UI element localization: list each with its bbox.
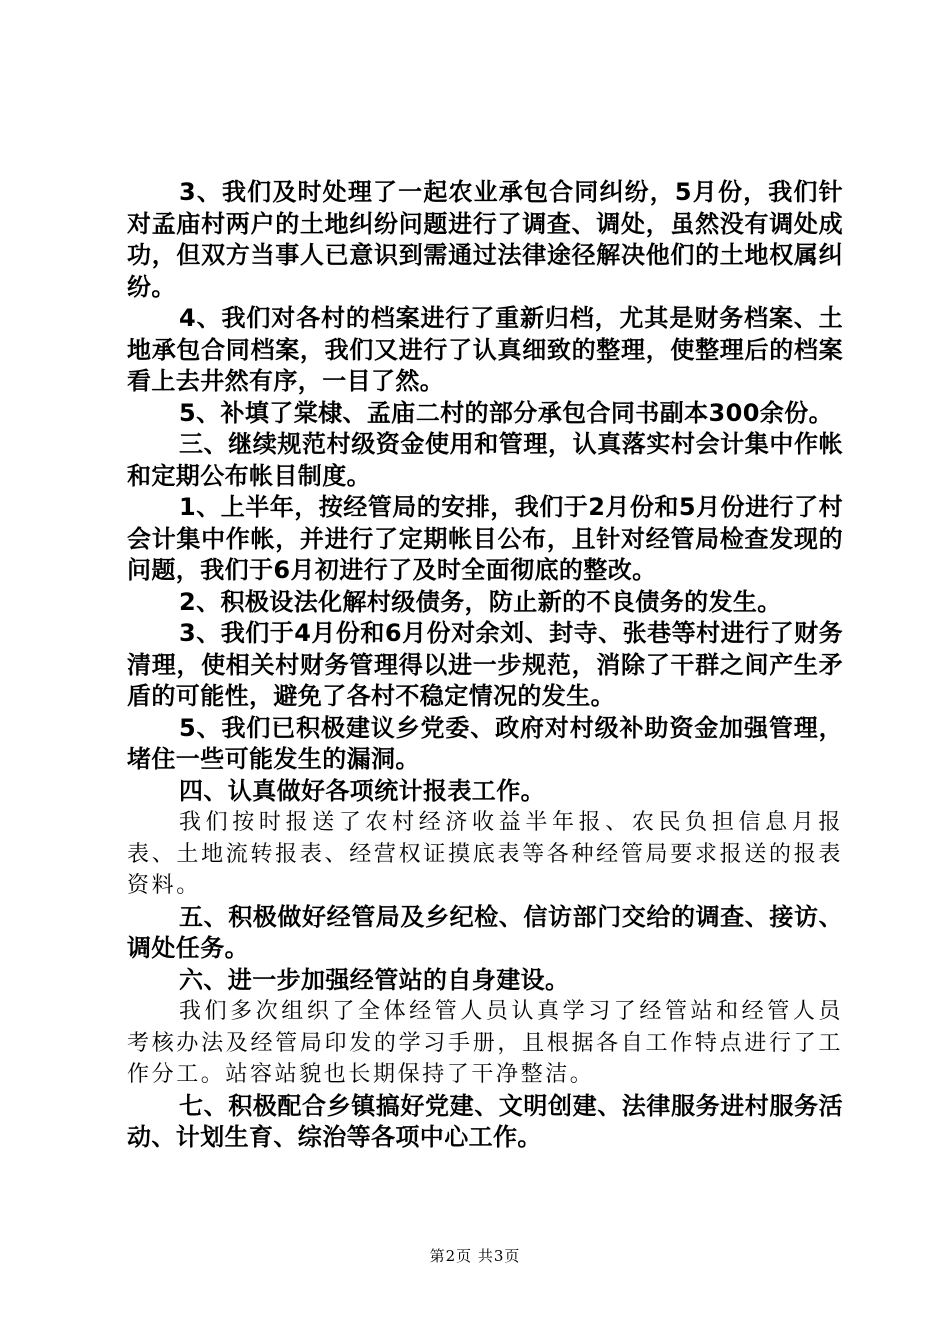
section-heading-self-building: 六、进一步加强经管站的自身建设。 <box>179 965 570 994</box>
paragraph-archive-refiling: 4、我们对各村的档案进行了重新归档，尤其是财务档案、土地承包合同档案，我们又进行了认真细致的整理，使整理后的档案看上去井然有序，一目了然。 <box>127 304 843 395</box>
document-body <box>127 177 843 1154</box>
page-number-footer: 第2页 共3页 <box>429 1247 521 1265</box>
section-heading-central-work: 七、积极配合乡镇搞好党建、文明创建、法律服务进村服务活动、计划生育、综治等各项中心工作。 <box>127 1091 843 1151</box>
section-heading-statistics: 四、认真做好各项统计报表工作。 <box>179 776 545 805</box>
paragraph-statistics-detail: 我们按时报送了农村经济收益半年报、农民负担信息月报表、土地流转报表、经营权证摸底表等各种经管局要求报送的报表资料。 <box>127 810 843 898</box>
section-heading-investigation: 五、积极做好经管局及乡纪检、信访部门交给的调查、接访、调处任务。 <box>127 902 843 962</box>
paragraph-financial-cleanup: 3、我们于4月份和6月份对余刘、封寺、张巷等村进行了财务清理，使相关村财务管理得以进一步规范，消除了干群之间产生矛盾的可能性，避免了各村不稳定情况的发生。 <box>127 619 843 710</box>
paragraph-contract-copies: 5、补填了棠棣、孟庙二村的部分承包合同书副本300余份。 <box>179 398 833 427</box>
paragraph-centralized-accounting: 1、上半年，按经管局的安排，我们于2月份和5月份进行了村会计集中作帐，并进行了定期帐目公布，且针对经管局检查发现的问题，我们于6月初进行了及时全面彻底的整改。 <box>127 493 843 584</box>
paragraph-contract-dispute: 3、我们及时处理了一起农业承包合同纠纷，5月份，我们针对孟庙村两户的土地纠纷问题进行了调查、调处，虽然没有调处成功，但双方当事人已意识到需通过法律途径解决他们的土地权属纠纷。 <box>127 178 843 301</box>
paragraph-self-building-detail: 我们多次组织了全体经管人员认真学习了经管站和经管人员考核办法及经管局印发的学习手册，且根据各自工作特点进行了工作分工。站容站貌也长期保持了干净整洁。 <box>127 999 843 1087</box>
section-heading-fund-management: 三、继续规范村级资金使用和管理，认真落实村会计集中作帐和定期公布帐目制度。 <box>127 430 843 490</box>
paragraph-village-debt: 2、积极设法化解村级债务，防止新的不良债务的发生。 <box>179 587 782 616</box>
paragraph-subsidy-management: 5、我们已积极建议乡党委、政府对村级补助资金加强管理，堵住一些可能发生的漏洞。 <box>127 713 843 773</box>
